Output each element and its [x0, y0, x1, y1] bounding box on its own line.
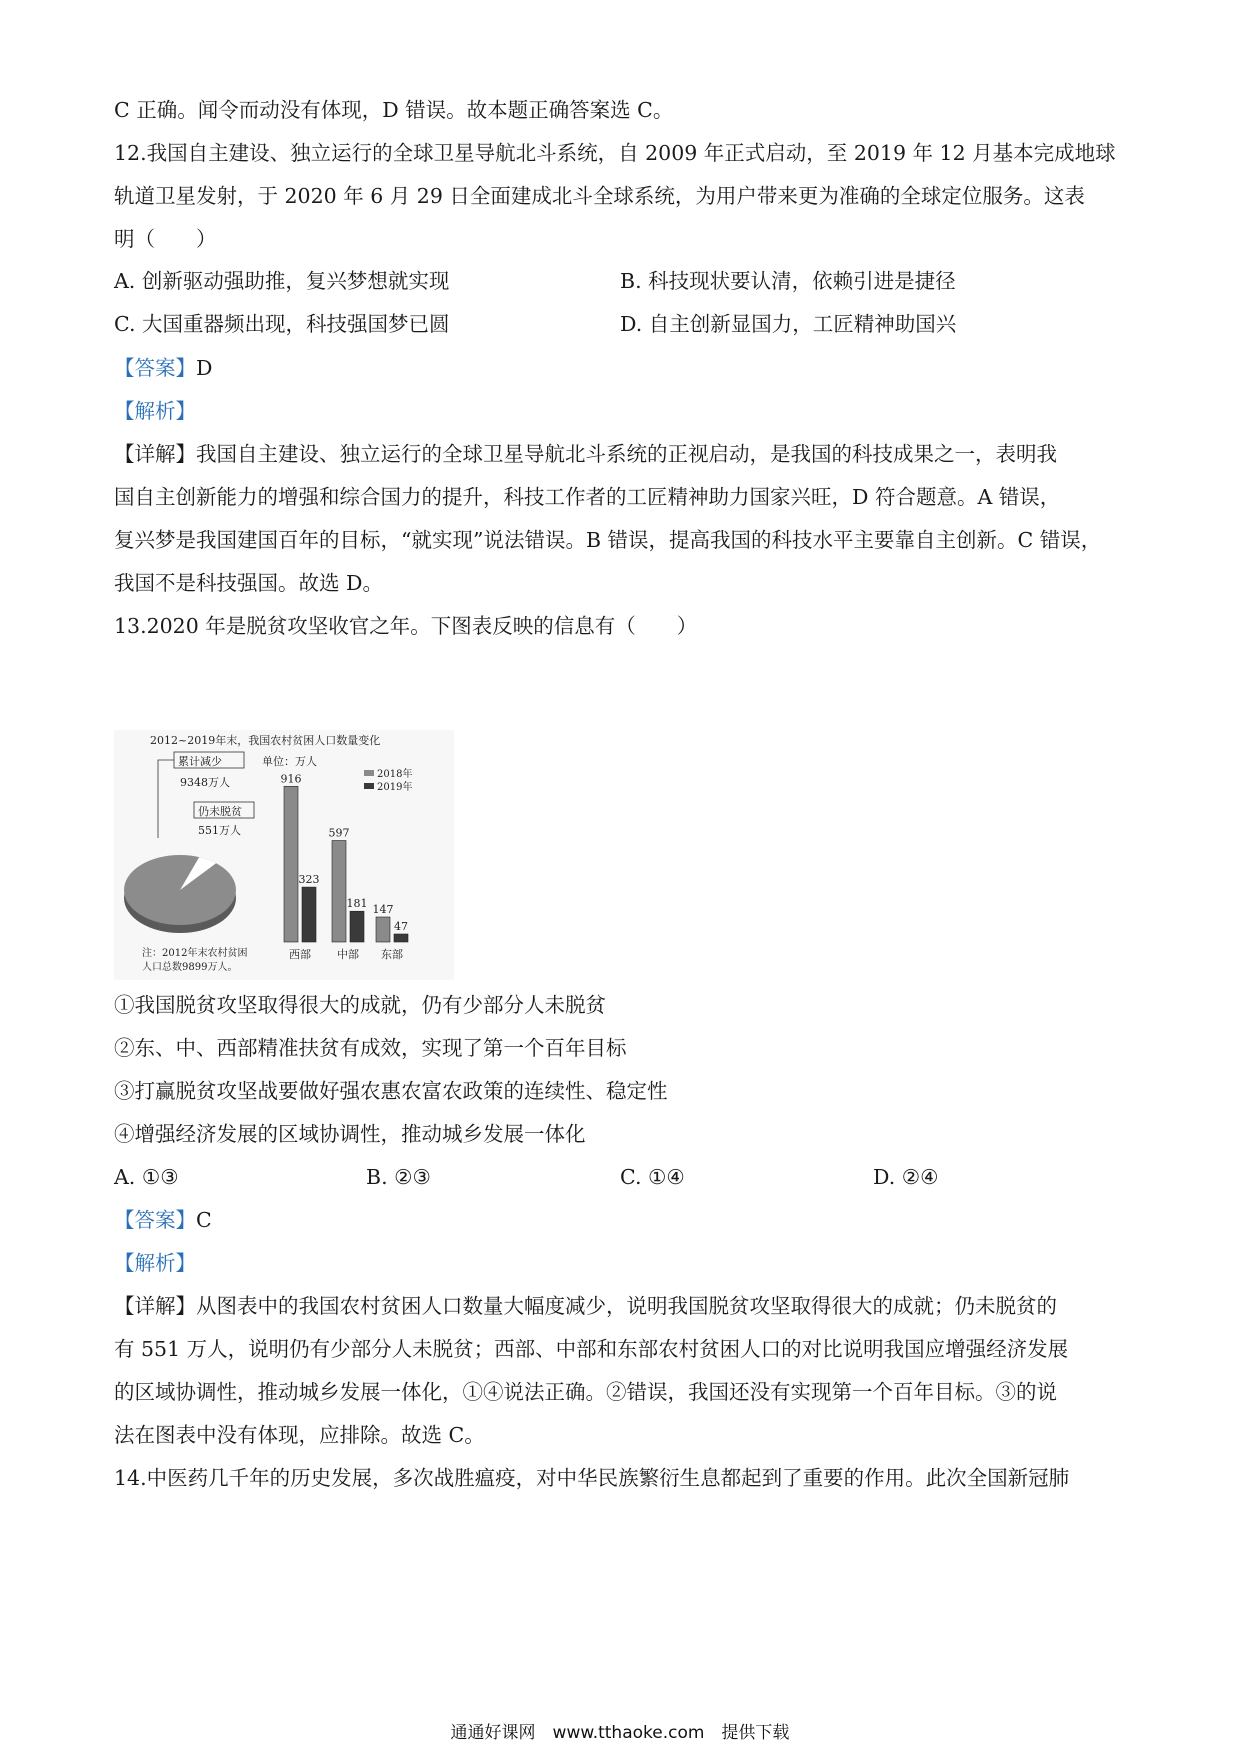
- detail-text: 从图表中的我国农村贫困人口数量大幅度减少，说明我国脱贫攻坚取得很大的成就；仍未脱贫的: [196, 1294, 1057, 1318]
- pie-label-reduced-box: 累计减少: [178, 755, 222, 768]
- pie-leader-line: [158, 760, 174, 838]
- detail-tag: 【详解】: [114, 1294, 196, 1318]
- bar-2019-1: [350, 911, 364, 942]
- answer-value: C: [196, 1208, 212, 1232]
- question-14-stem: 14.中医药几千年的历史发展，多次战胜瘟疫，对中华民族繁衍生息都起到了重要的作用。此次全国新冠肺: [114, 1466, 1070, 1490]
- poverty-chart: [114, 730, 454, 980]
- bar-2018-1: [332, 841, 346, 942]
- chart-unit: 单位：万人: [262, 755, 317, 768]
- pie-label-remaining-box: 仍未脱贫: [198, 805, 242, 818]
- question-12-stem-cont: 轨道卫星发射，于 2020 年 6 月 29 日全面建成北斗全球系统，为用户带来更为准确的全球定位服务。这表: [114, 184, 1085, 208]
- q12-detail-line-2: 国自主创新能力的增强和综合国力的提升，科技工作者的工匠精神助力国家兴旺，D 符合题意。A 错误，: [114, 485, 1061, 509]
- q12-detail-line-1: [114, 439, 1134, 469]
- poverty-chart-svg: [114, 730, 454, 980]
- chart-note-line-1: 注：2012年末农村贫困: [142, 948, 248, 959]
- q13-option-a: A. ①③: [114, 1165, 179, 1189]
- bar-value-label: 323: [298, 873, 320, 887]
- q13-statement-3: ③打赢脱贫攻坚战要做好强农惠农富农政策的连续性、稳定性: [114, 1079, 668, 1103]
- answer-value: D: [196, 356, 213, 380]
- q12-answer: [114, 353, 1134, 383]
- q13-detail-line-1: [114, 1291, 1134, 1321]
- text-line: C 正确。闻令而动没有体现，D 错误。故本题正确答案选 C。: [114, 98, 674, 122]
- chart-title: 2012~2019年末，我国农村贫困人口数量变化: [150, 734, 381, 747]
- q12-option-a: A. 创新驱动强助推，复兴梦想就实现: [114, 269, 450, 293]
- q12-option-d: D. 自主创新显国力，工匠精神助国兴: [620, 312, 957, 336]
- pie-label-reduced-value: 9348万人: [180, 776, 230, 789]
- legend-swatch-2019: [364, 783, 374, 789]
- bar-2018-2: [376, 917, 390, 942]
- bar-value-label: 47: [394, 920, 408, 934]
- chart-note-line-2: 人口总数9899万人。: [142, 962, 238, 973]
- legend-label-2019: 2019年: [377, 782, 413, 793]
- legend-label-2018: 2018年: [377, 769, 413, 780]
- q13-statement-2: ②东、中、西部精准扶贫有成效，实现了第一个百年目标: [114, 1036, 627, 1060]
- legend-swatch-2018: [364, 770, 374, 776]
- q13-detail-line-3: 的区域协调性，推动城乡发展一体化，①④说法正确。②错误，我国还没有实现第一个百年目标。③的说: [114, 1380, 1057, 1404]
- q12-detail-line-4: 我国不是科技强国。故选 D。: [114, 571, 383, 595]
- bar-value-label: 181: [346, 897, 368, 911]
- q13-statement-4: ④增强经济发展的区域协调性，推动城乡发展一体化: [114, 1122, 586, 1146]
- answer-tag: 【答案】: [114, 356, 196, 380]
- bar-2019-0: [302, 887, 316, 942]
- detail-text: 我国自主建设、独立运行的全球卫星导航北斗系统的正视启动，是我国的科技成果之一，表明我: [196, 442, 1057, 466]
- bar-2018-0: [284, 786, 298, 942]
- q13-detail-line-4: 法在图表中没有体现，应排除。故选 C。: [114, 1423, 485, 1447]
- detail-tag: 【详解】: [114, 442, 196, 466]
- q13-detail-line-2: 有 551 万人，说明仍有少部分人未脱贫；西部、中部和东部农村贫困人口的对比说明我国应增强经济发展: [114, 1337, 1069, 1361]
- q12-detail-line-3: 复兴梦是我国建国百年的目标，“就实现”说法错误。B 错误，提高我国的科技水平主要靠自主创新。C 错误，: [114, 528, 1102, 552]
- bar-value-label: 147: [372, 903, 394, 917]
- answer-tag: 【答案】: [114, 1208, 196, 1232]
- q13-option-c: C. ①④: [620, 1165, 685, 1189]
- bar-value-label: 597: [328, 826, 350, 840]
- q13-answer: [114, 1205, 1134, 1235]
- category-label: 西部: [289, 948, 311, 961]
- q12-option-c: C. 大国重器频出现，科技强国梦已圆: [114, 312, 450, 336]
- q13-statement-1: ①我国脱贫攻坚取得很大的成就，仍有少部分人未脱贫: [114, 993, 606, 1017]
- q13-option-b: B. ②③: [366, 1165, 431, 1189]
- pie-label-remaining-value: 551万人: [198, 824, 241, 837]
- q13-option-d: D. ②④: [873, 1165, 939, 1189]
- question-12-stem: 12.我国自主建设、独立运行的全球卫星导航北斗系统，自 2009 年正式启动，至 2019 年 12 月基本完成地球: [114, 141, 1116, 165]
- q13-analysis-tag: 【解析】: [114, 1251, 196, 1275]
- question-13-stem: 13.2020 年是脱贫攻坚收官之年。下图表反映的信息有（ ）: [114, 614, 698, 638]
- q12-option-b: B. 科技现状要认清，依赖引进是捷径: [620, 269, 956, 293]
- category-label: 东部: [381, 948, 403, 961]
- q12-analysis-tag: 【解析】: [114, 399, 196, 423]
- bar-value-label: 916: [280, 772, 302, 786]
- category-label: 中部: [337, 948, 359, 961]
- bar-2019-2: [394, 934, 408, 942]
- page-footer: 通通好课网 www.tthaoke.com 提供下载: [450, 1723, 790, 1743]
- question-12-stem-end: 明（ ）: [114, 227, 217, 251]
